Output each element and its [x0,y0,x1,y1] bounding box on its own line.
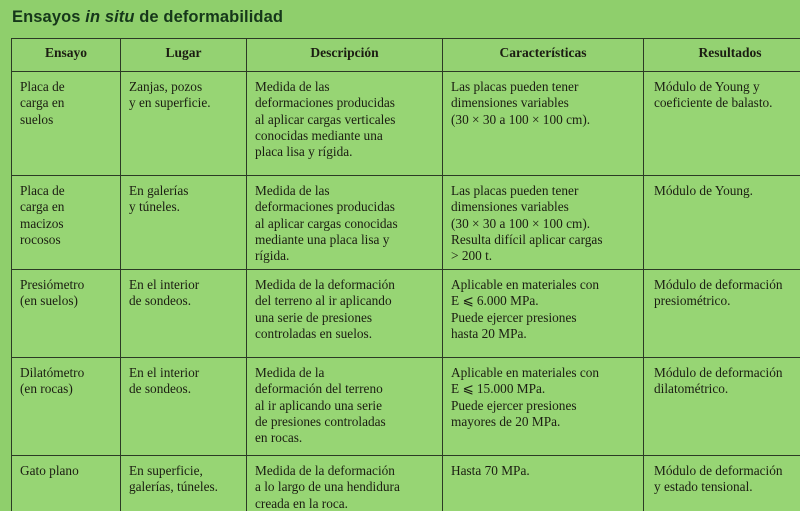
page-title [12,8,283,27]
cell-resultados: Módulo de Young. [644,176,800,270]
header-caracteristicas: Características [443,39,644,72]
header-lugar: Lugar [121,39,247,72]
cell-ensayo: Gato plano [12,456,121,511]
cell-ensayo: Placa de carga en macizos rocosos [12,176,121,270]
cell-lugar: En galerías y túneles. [121,176,247,270]
cell-caracteristicas: Las placas pueden tener dimensiones variables (30 × 30 a 100 × 100 cm). [443,72,644,176]
title-text-italic: in situ [85,8,135,26]
cell-ensayo: Placa de carga en suelos [12,72,121,176]
table-row [12,176,800,270]
cell-caracteristicas: Aplicable en materiales con E ⩽ 15.000 MPa. Puede ejercer presiones mayores de 20 MPa. [443,358,644,456]
header-ensayo: Ensayo [12,39,121,72]
cell-resultados: Módulo de deformación dilatométrico. [644,358,800,456]
title-text-end: de deformabilidad [134,8,284,26]
cell-resultados: Módulo de deformación presiométrico. [644,270,800,358]
header-descripcion: Descripción [247,39,443,72]
cell-resultados: Módulo de Young y coeficiente de balasto. [644,72,800,176]
deformability-tests-table [11,38,800,511]
cell-descripcion: Medida de las deformaciones producidas al aplicar cargas conocidas mediante una placa lisa y rígida. [247,176,443,270]
table-row [12,72,800,176]
cell-lugar: En superficie, galerías, túneles. [121,456,247,511]
cell-ensayo: Presiómetro (en suelos) [12,270,121,358]
cell-descripcion: Medida de la deformación a lo largo de una hendidura creada en la roca. [247,456,443,511]
cell-ensayo: Dilatómetro (en rocas) [12,358,121,456]
table-row [12,456,800,511]
title-text-start: Ensayos [12,8,86,26]
cell-descripcion: Medida de la deformación del terreno al ir aplicando una serie de presiones controladas en rocas. [247,358,443,456]
cell-lugar: Zanjas, pozos y en superficie. [121,72,247,176]
cell-descripcion: Medida de la deformación del terreno al ir aplicando una serie de presiones controladas en suelos. [247,270,443,358]
cell-caracteristicas: Hasta 70 MPa. [443,456,644,511]
cell-resultados: Módulo de deformación y estado tensional. [644,456,800,511]
header-resultados: Resultados [644,39,800,72]
cell-caracteristicas: Aplicable en materiales con E ⩽ 6.000 MPa. Puede ejercer presiones hasta 20 MPa. [443,270,644,358]
cell-caracteristicas: Las placas pueden tener dimensiones variables (30 × 30 a 100 × 100 cm). Resulta difícil aplicar cargas > 200 t. [443,176,644,270]
table-row [12,358,800,456]
cell-descripcion: Medida de las deformaciones producidas al aplicar cargas verticales conocidas mediante una placa lisa y rígida. [247,72,443,176]
cell-lugar: En el interior de sondeos. [121,358,247,456]
table-container [11,38,800,511]
table-row [12,270,800,358]
header-row [12,39,800,72]
cell-lugar: En el interior de sondeos. [121,270,247,358]
